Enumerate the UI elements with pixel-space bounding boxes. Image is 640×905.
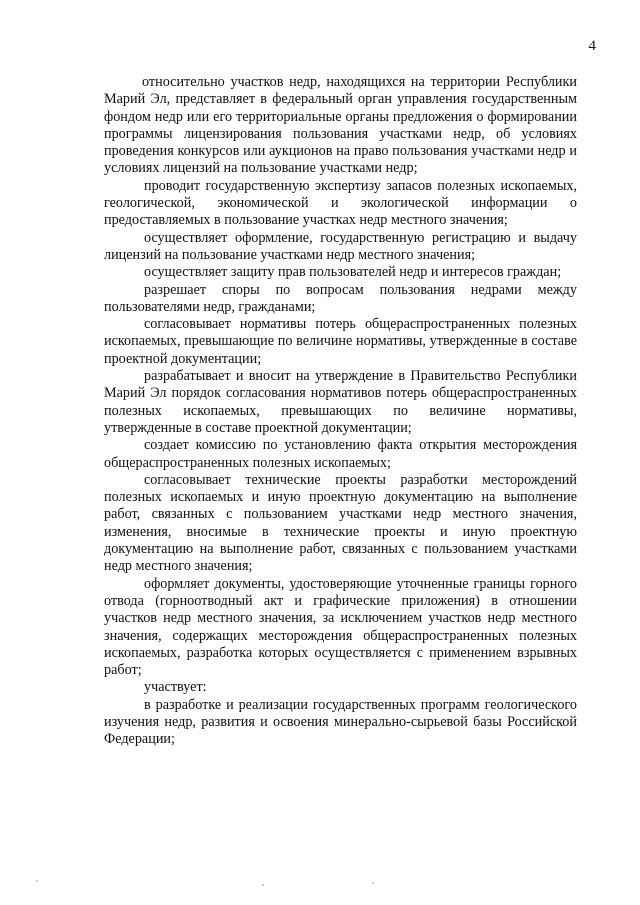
paragraph-mining-allotment: оформляет документы, удостоверяющие уточненные границы горного отвода (горноотводный акт и графические приложения) в отношении участков недр местного значения, за исключением участков недр местного значения, содержащих месторождения общераспространенных полезных ископаемых, разработка которых осуществляется с применением взрывных работ;: [104, 575, 577, 679]
paragraph-participates: участвует:: [144, 679, 207, 696]
paragraph-license-registration: осуществляет оформление, государственную регистрацию и выдачу лицензий на пользование участками недр местного значения;: [104, 229, 577, 263]
paragraph-technical-projects: согласовывает технические проекты разработки месторождений полезных ископаемых и иную проектную документацию на выполнение работ, связанных с пользованием участками недр местного значения, изменения, вносимые в технические проекты и иную проектную документацию на выполнение работ, связанных с пользованием участками недр местного значения;: [104, 471, 577, 575]
page-number: 4: [588, 38, 596, 54]
scan-speck: [262, 884, 264, 886]
scan-speck: [372, 882, 374, 884]
paragraph-rights-protection: осуществляет защиту прав пользователей недр и интересов граждан;: [144, 264, 562, 281]
paragraph-state-programs: в разработке и реализации государственных программ геологического изучения недр, развития и освоения минерально-сырьевой базы Российской Федерации;: [104, 696, 577, 748]
paragraph-forecasting-proposals: относительно участков недр, находящихся на территории Республики Марий Эл, представляет в федеральный орган управления государственным фондом недр или его территориальные органы предложения о формировании программы лицензирования пользования участками недр, об условиях проведения конкурсов или аукционов на право пользования участками недр и условиях лицензий на пользование участками недр;: [104, 74, 577, 177]
paragraph-loss-norms-approval: согласовывает нормативы потерь общераспространенных полезных ископаемых, превышающие по величине нормативы, утвержденные в составе проектной документации;: [104, 316, 577, 367]
body-text: [104, 74, 577, 749]
scan-speck: [36, 880, 38, 882]
paragraph-state-expertise: проводит государственную экспертизу запасов полезных ископаемых, геологической, экономической и экологической информации о предоставляемых в пользование участках недр местного значения;: [104, 177, 577, 229]
paragraph-discovery-commission: создает комиссию по установлению факта открытия месторождения общераспространенных полезных ископаемых;: [104, 437, 577, 471]
paragraph-dispute-resolution: разрешает споры по вопросам пользования недрами между пользователями недр, гражданами;: [104, 281, 577, 315]
paragraph-loss-norms-procedure: разрабатывает и вносит на утверждение в Правительство Республики Марий Эл порядок согласования нормативов потерь общераспространенных полезных ископаемых, превышающих по величине нормативы, утвержденные в составе проектной документации;: [104, 368, 577, 436]
